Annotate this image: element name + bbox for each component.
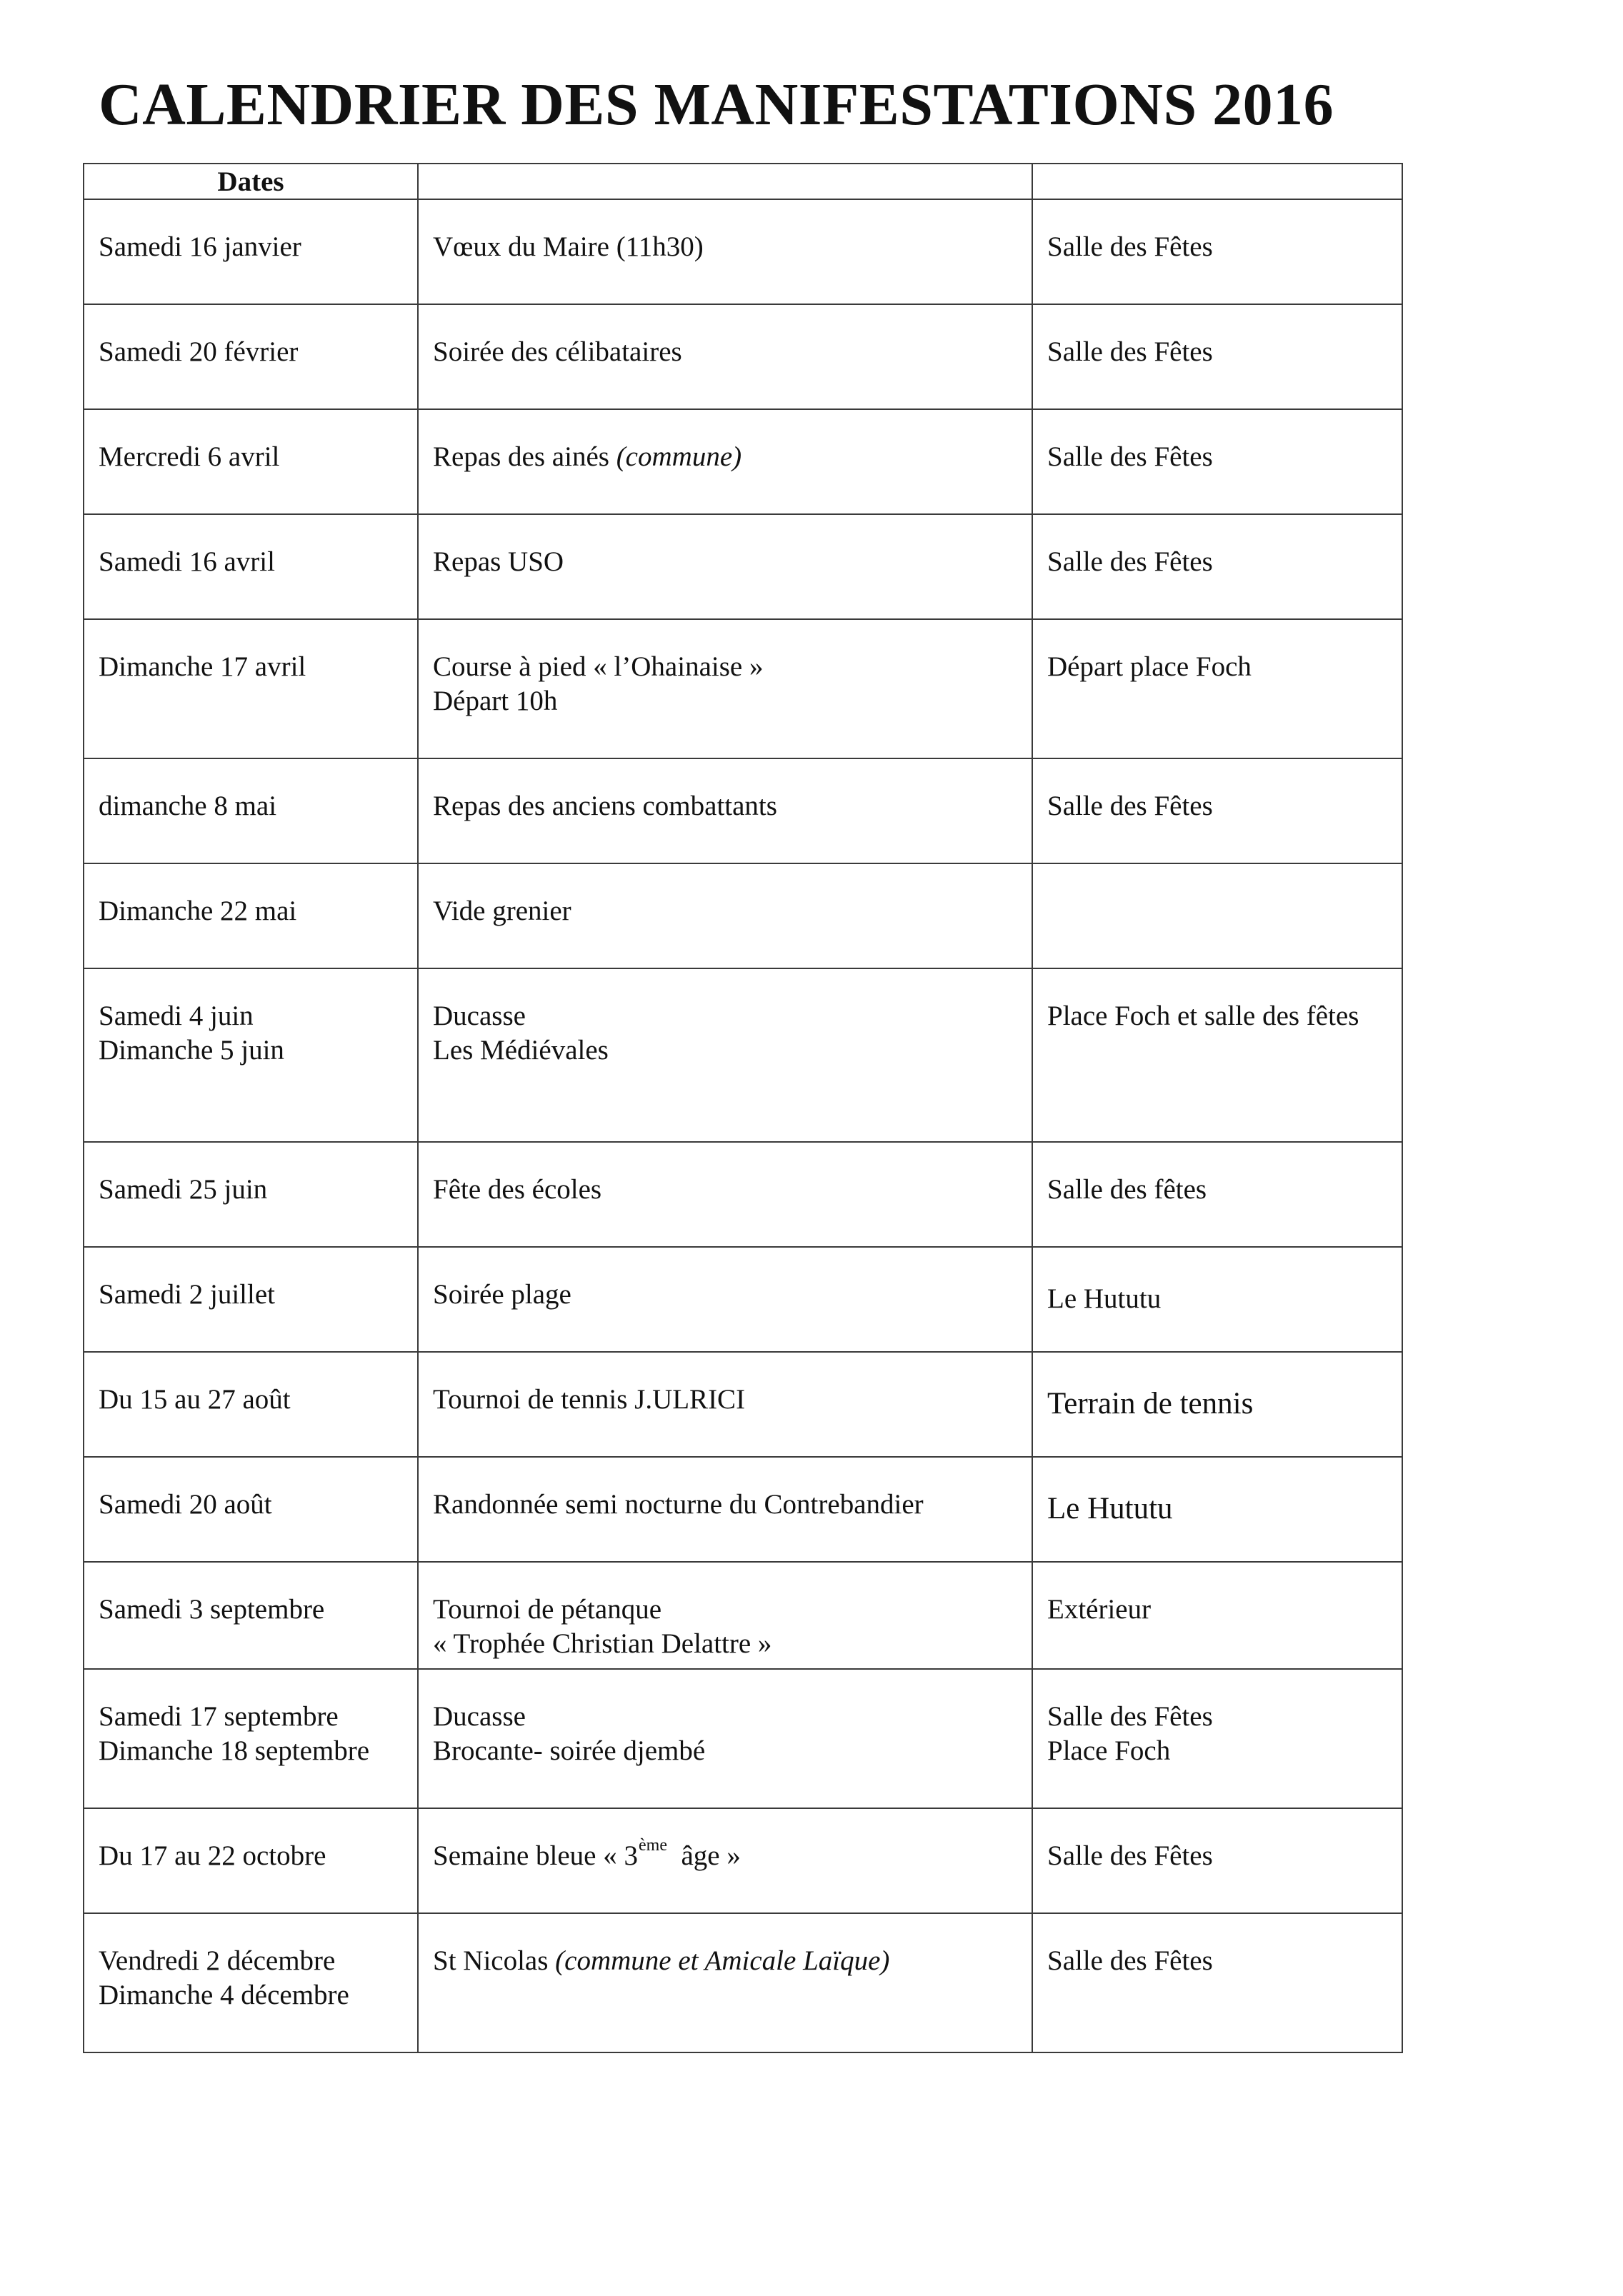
event-line: Ducasse [433, 1001, 526, 1031]
cell-place [1032, 1669, 1402, 1808]
event-superscript: ème [639, 1836, 667, 1855]
place-line: Le Hututu [1047, 1283, 1162, 1314]
place-line: Place Foch et salle des fêtes [1047, 1001, 1359, 1031]
event-note: (commune) [616, 441, 742, 472]
cell-place [1032, 199, 1402, 304]
cell-place [1032, 1913, 1402, 2052]
table-row [84, 1352, 1402, 1457]
cell-date [84, 409, 418, 514]
event-line: Vœux du Maire (11h30) [433, 231, 704, 262]
table-row [84, 1669, 1402, 1808]
place-line: Salle des fêtes [1047, 1174, 1207, 1205]
event-line: Course à pied « l’Ohainaise » [433, 651, 764, 682]
cell-date [84, 1913, 418, 2052]
cell-date [84, 1808, 418, 1913]
cell-event [418, 409, 1032, 514]
date-line: Dimanche 18 septembre [99, 1735, 370, 1766]
table-row [84, 863, 1402, 968]
event-line: « Trophée Christian Delattre » [433, 1628, 772, 1659]
place-line: Extérieur [1047, 1594, 1152, 1625]
cell-date [84, 1669, 418, 1808]
cell-event [418, 1247, 1032, 1352]
event-line [433, 1836, 1017, 1873]
cell-event [418, 1913, 1032, 2052]
cell-event [418, 619, 1032, 758]
event-line: Soirée plage [433, 1279, 571, 1310]
table-row [84, 199, 1402, 304]
date-line: Dimanche 5 juin [99, 1035, 284, 1066]
table-row [84, 1808, 1402, 1913]
event-line: Vide grenier [433, 896, 571, 926]
place-line: Salle des Fêtes [1047, 1701, 1213, 1732]
event-text: Repas des ainés [433, 441, 616, 472]
table-row [84, 619, 1402, 758]
cell-event [418, 304, 1032, 409]
event-note: (commune et Amicale Laïque) [555, 1945, 890, 1976]
cell-event [418, 1562, 1032, 1669]
place-line: Salle des Fêtes [1047, 441, 1213, 472]
event-line: Brocante- soirée djembé [433, 1735, 706, 1766]
cell-event [418, 758, 1032, 863]
table-row [84, 409, 1402, 514]
cell-place [1032, 304, 1402, 409]
cell-date [84, 1457, 418, 1562]
cell-event [418, 199, 1032, 304]
header-place [1032, 164, 1402, 199]
cell-place [1032, 619, 1402, 758]
date-line: Dimanche 17 avril [99, 651, 306, 682]
event-line: Soirée des célibataires [433, 336, 682, 367]
cell-event [418, 863, 1032, 968]
event-line [433, 440, 1017, 474]
cell-event [418, 1352, 1032, 1457]
table-row [84, 968, 1402, 1142]
date-line: Samedi 4 juin [99, 1001, 254, 1031]
event-text: Semaine bleue « 3 [433, 1840, 638, 1871]
cell-date [84, 1247, 418, 1352]
page-title: CALENDRIER DES MANIFESTATIONS 2016 [99, 71, 1334, 138]
event-line [433, 1944, 1017, 1978]
place-line: Départ place Foch [1047, 651, 1252, 682]
cell-place [1032, 863, 1402, 968]
date-line: dimanche 8 mai [99, 791, 277, 821]
event-line: Randonnée semi nocturne du Contrebandier [433, 1489, 924, 1520]
table-row [84, 758, 1402, 863]
cell-date [84, 199, 418, 304]
table-row [84, 1913, 1402, 2052]
event-line: Ducasse [433, 1701, 526, 1732]
date-line: Samedi 20 février [99, 336, 299, 367]
cell-place [1032, 1808, 1402, 1913]
date-line: Du 17 au 22 octobre [99, 1840, 326, 1871]
cell-date [84, 758, 418, 863]
cell-place [1032, 1352, 1402, 1457]
date-line: Samedi 2 juillet [99, 1279, 275, 1310]
date-line: Samedi 3 septembre [99, 1594, 325, 1625]
cell-place [1032, 1142, 1402, 1247]
place-line: Salle des Fêtes [1047, 791, 1213, 821]
place-line: Salle des Fêtes [1047, 1840, 1213, 1871]
place-line: Terrain de tennis [1047, 1387, 1254, 1420]
date-line: Dimanche 22 mai [99, 896, 297, 926]
cell-date [84, 304, 418, 409]
event-line: Les Médiévales [433, 1035, 609, 1066]
table-row [84, 304, 1402, 409]
cell-event [418, 1142, 1032, 1247]
cell-date [84, 968, 418, 1142]
cell-date [84, 863, 418, 968]
date-line: Vendredi 2 décembre [99, 1945, 336, 1976]
cell-date [84, 514, 418, 619]
events-table [83, 163, 1403, 2053]
place-line: Place Foch [1047, 1735, 1171, 1766]
table-row [84, 1142, 1402, 1247]
table-row [84, 1562, 1402, 1669]
table-header-row [84, 164, 1402, 199]
date-line: Du 15 au 27 août [99, 1384, 291, 1415]
event-text: âge » [666, 1840, 741, 1871]
cell-event [418, 514, 1032, 619]
header-dates: Dates [84, 164, 418, 199]
date-line: Samedi 20 août [99, 1489, 272, 1520]
cell-place [1032, 1247, 1402, 1352]
cell-place [1032, 1562, 1402, 1669]
cell-place [1032, 1457, 1402, 1562]
header-event [418, 164, 1032, 199]
cell-date [84, 1142, 418, 1247]
event-text: St Nicolas [433, 1945, 556, 1976]
cell-event [418, 968, 1032, 1142]
cell-event [418, 1457, 1032, 1562]
event-line: Tournoi de tennis J.ULRICI [433, 1384, 746, 1415]
cell-place [1032, 758, 1402, 863]
place-line: Salle des Fêtes [1047, 1945, 1213, 1976]
cell-place [1032, 514, 1402, 619]
cell-place [1032, 968, 1402, 1142]
event-line: Fête des écoles [433, 1174, 602, 1205]
place-line: Le Hututu [1047, 1492, 1173, 1525]
date-line: Samedi 17 septembre [99, 1701, 339, 1732]
cell-event [418, 1669, 1032, 1808]
date-line: Mercredi 6 avril [99, 441, 280, 472]
table-row [84, 514, 1402, 619]
event-line: Tournoi de pétanque [433, 1594, 661, 1625]
date-line: Samedi 16 janvier [99, 231, 301, 262]
table-row [84, 1247, 1402, 1352]
event-line: Repas USO [433, 546, 564, 577]
cell-date [84, 1562, 418, 1669]
place-line: Salle des Fêtes [1047, 546, 1213, 577]
date-line: Samedi 16 avril [99, 546, 275, 577]
event-line: Repas des anciens combattants [433, 791, 777, 821]
cell-date [84, 619, 418, 758]
table-row [84, 1457, 1402, 1562]
date-line: Samedi 25 juin [99, 1174, 268, 1205]
cell-date [84, 1352, 418, 1457]
event-line: Départ 10h [433, 686, 558, 716]
cell-event [418, 1808, 1032, 1913]
date-line: Dimanche 4 décembre [99, 1980, 349, 2010]
cell-place [1032, 409, 1402, 514]
place-line: Salle des Fêtes [1047, 336, 1213, 367]
place-line: Salle des Fêtes [1047, 231, 1213, 262]
